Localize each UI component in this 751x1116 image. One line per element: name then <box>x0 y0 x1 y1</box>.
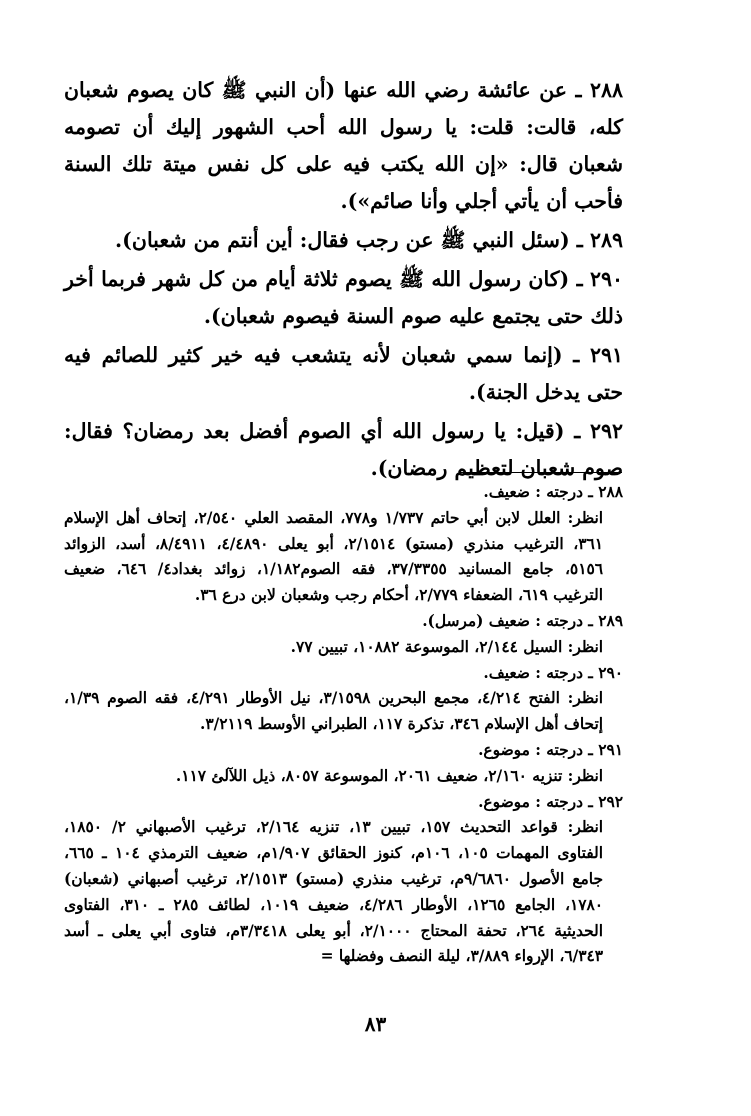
footnote-number: ٢٩٢ <box>598 792 623 811</box>
footnote-grade-line: ٢٩٠ ـ درجته : ضعيف. <box>483 663 623 682</box>
footnote-refs <box>64 815 623 970</box>
footnote-number: ٢٩١ <box>598 740 623 759</box>
hadith-text: (سئل النبي ﷺ عن رجب فقال: أين أنتم من شعبان). <box>115 228 570 252</box>
footnote-grade-line: ٢٨٩ ـ درجته : ضعيف (مرسل). <box>422 611 623 630</box>
hadith-list <box>64 72 623 489</box>
refs-text: تنزيه ٢/١٦٠، ضعيف ٢٠٦١، الموسوعة ٨٠٥٧، ذيل اللآلئ ١١٧. <box>175 766 563 785</box>
grade-value: موضوع. <box>478 740 530 759</box>
hadith-number: ٢٨٩ <box>589 228 623 252</box>
grade-label: درجته : <box>535 663 583 682</box>
hadith-text: (إنما سمي شعبان لأنه يتشعب فيه خير كثير للصائم فيه حتى يدخل الجنة). <box>64 343 623 404</box>
footnote <box>64 609 623 661</box>
refs-label: انظر: <box>567 689 603 708</box>
refs-text: العلل لابن أبي حاتم ١/٧٣٧ و٧٧٨، المقصد العلي ٢/٥٤٠، إتحاف أهل الإسلام ٣٦١، الترغيب منذري (مستو) ٢/١٥١٤، أبو يعلى ٤/٤٨٩٠، ٨/٤٩١١، أسد، الزوائد ٥١٥٦، جامع المسانيد ٣٧/٣٣٥٥، فقه الصوم١/١٨٢، زوائد بغداد٤/ ٦٤٦، ضعيف الترغيب ٦١٩، الضعفاء ٢/٧٧٩، أحكام رجب وشعبان لابن درع ٣٦. <box>64 508 604 605</box>
grade-label: درجته : <box>535 792 583 811</box>
refs-label: انظر: <box>567 766 603 785</box>
footnote <box>64 738 623 790</box>
refs-text: قواعد التحديث ١٥٧، تبيين ١٣، تنزيه ٢/١٦٤، ترغيب الأصبهاني ٢/ ١٨٥٠، الفتاوى المهمات ١٠٥، ١٠٦م، كنوز الحقائق ١/٩٠٧م، ضعيف الترمذي ١٠٤ ـ ٦٦٥، جامع الأصول ٩/٦٨٦٠م، ترغيب منذري (مستو) ٢/١٥١٣، ترغيب أصبهاني (شعبان) ١٧٨٠، الجامع ١٢٦٥، الأوطار ٤/٢٨٦، ضعيف ١٠١٩، لطائف ٢٨٥ ـ ٣١٠، الفتاوى الحديثية ٢٦٤، تحفة المحتاج ٢/١٠٠٠، أبو يعلى ٣/٣٤١٨م، فتاوى أبي يعلى ـ أسد ٦/٣٤٣، الإرواء ٣/٨٨٩، ليلة النصف وفضلها = <box>64 818 604 966</box>
footnote-number: ٢٩٠ <box>598 663 623 682</box>
grade-value: ضعيف. <box>483 483 530 501</box>
footnote-divider <box>460 472 622 473</box>
hadith-number: ٢٩٠ <box>589 267 624 291</box>
footnote <box>64 661 623 738</box>
footnotes <box>64 480 623 970</box>
refs-label: انظر: <box>567 637 603 656</box>
refs-label: انظر: <box>567 818 603 837</box>
hadith-number: ٢٨٨ <box>589 78 624 102</box>
hadith-text: (كان رسول الله ﷺ يصوم ثلاثة أيام من كل شهر فربما أخر ذلك حتى يجتمع عليه صوم السنة فيصوم شعبان). <box>64 267 623 328</box>
refs-text: السيل ٢/١٤٤، الموسوعة ١٠٨٨٢، تبيين ٧٧. <box>290 637 563 656</box>
footnote-number: ٢٨٩ <box>598 611 623 630</box>
refs-label: انظر: <box>567 508 603 527</box>
grade-value: ضعيف. <box>483 663 530 682</box>
footnote-refs <box>64 686 623 738</box>
hadith-text: عن عائشة رضي الله عنها (أن النبي ﷺ كان يصوم شعبان كله، قالت: قلت: يا رسول الله أحب الشهور إليك أن تصومه شعبان قال: «إن الله يكتب فيه على كل نفس ميتة تلك السنة فأحب أن يأتي أجلي وأنا صائم»). <box>64 78 623 213</box>
footnote-grade-line: ٢٩٢ ـ درجته : موضوع. <box>478 792 623 811</box>
footnote <box>64 480 623 609</box>
grade-label: درجته : <box>535 740 583 759</box>
page-number: ٨٣ <box>364 1012 387 1036</box>
hadith-entry: ٢٩١ ـ (إنما سمي شعبان لأنه يتشعب فيه خير كثير للصائم فيه حتى يدخل الجنة). <box>64 343 623 404</box>
grade-label: درجته : <box>535 483 583 501</box>
grade-label: درجته : <box>535 611 583 630</box>
footnote-refs <box>64 764 623 790</box>
hadith-entry: ٢٨٩ ـ (سئل النبي ﷺ عن رجب فقال: أين أنتم من شعبان). <box>115 228 623 252</box>
hadith-entry: ٢٩٠ ـ (كان رسول الله ﷺ يصوم ثلاثة أيام من كل شهر فربما أخر ذلك حتى يجتمع عليه صوم السنة فيصوم شعبان). <box>64 267 624 328</box>
grade-value: ضعيف (مرسل). <box>422 611 530 630</box>
grade-value: موضوع. <box>478 792 530 811</box>
refs-text: الفتح ٤/٢١٤، مجمع البحرين ٣/١٥٩٨، نيل الأوطار ٤/٢٩١، فقه الصوم ١/٣٩، إتحاف أهل الإسلام ٣٤٦، تذكرة ١١٧، الطبراني الأوسط ٣/٢١١٩. <box>64 689 603 734</box>
hadith-text: (قيل: يا رسول الله أي الصوم أفضل بعد رمضان؟ فقال: صوم شعبان لتعظيم رمضان). <box>64 419 623 480</box>
hadith-entry: ٢٨٨ ـ عن عائشة رضي الله عنها (أن النبي ﷺ كان يصوم شعبان كله، قالت: قلت: يا رسول الله أحب الشهور إليك أن تصومه شعبان قال: «إن الله يكتب فيه على كل نفس ميتة تلك السنة فأحب أن يأتي أجلي وأنا صائم»). <box>64 78 624 213</box>
hadith-number: ٢٩١ <box>589 343 623 367</box>
footnote-refs <box>64 506 623 609</box>
footnote-number: ٢٨٨ <box>598 483 623 501</box>
hadith-entry: ٢٩٢ ـ (قيل: يا رسول الله أي الصوم أفضل بعد رمضان؟ فقال: صوم شعبان لتعظيم رمضان). <box>64 419 624 480</box>
footnote-refs <box>64 635 623 661</box>
footnote <box>64 790 623 971</box>
footnote-grade-line: ٢٨٨ ـ درجته : ضعيف. <box>483 483 623 501</box>
footnote-grade-line: ٢٩١ ـ درجته : موضوع. <box>478 740 623 759</box>
hadith-number: ٢٩٢ <box>589 419 624 443</box>
